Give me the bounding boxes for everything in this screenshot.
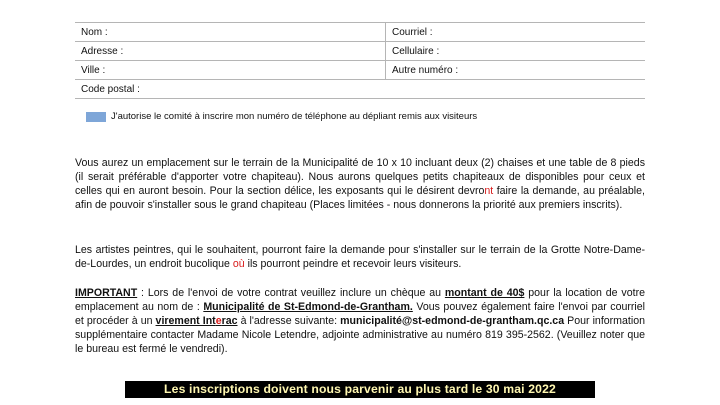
red-highlight: e bbox=[215, 315, 222, 327]
paragraph-text: à l'adresse suivante: bbox=[237, 315, 341, 327]
form-field-nom[interactable]: Nom : bbox=[75, 23, 386, 42]
form-field-courriel[interactable]: Courriel : bbox=[386, 23, 646, 42]
consent-row bbox=[86, 111, 477, 122]
paragraph-text: ils pourront peindre et recevoir leurs visiteurs. bbox=[244, 258, 462, 270]
paragraph-text: faire la demande, au préalable, afin de pouvoir s'installer sous le grand chapiteau (Places limitées - nous donnerons la priorité aux premiers inscrits). bbox=[75, 185, 645, 211]
paragraph-artistes bbox=[75, 243, 645, 271]
consent-label: J'autorise le comité à inscrire mon numéro de téléphone au dépliant remis aux visiteurs bbox=[111, 111, 478, 122]
email-text[interactable]: municipalité@st-edmond-de-grantham.qc.ca bbox=[340, 315, 565, 327]
paragraph-text: : Lors de l'envoi de votre contrat veuillez inclure un chèque au bbox=[137, 287, 445, 299]
red-highlight: où bbox=[232, 258, 245, 270]
paragraph-text: Vous pouvez également faire l'envoi par courriel et procéder à un bbox=[75, 301, 646, 327]
form-row bbox=[75, 61, 645, 80]
paragraph-emplacement bbox=[75, 156, 645, 212]
virement-part: virement Int bbox=[155, 315, 216, 327]
paragraph-important bbox=[75, 286, 645, 356]
paragraph-text: Pour information supplémentaire contacter Madame Nicole Letendre, adjointe administrative au numéro 819 395-2562. (Veuillez noter que le bureau est fermé le vendredi). bbox=[75, 315, 645, 355]
important-label: IMPORTANT bbox=[75, 287, 138, 299]
paragraph-text: pour la location de votre emplacement au nom de : bbox=[75, 287, 645, 313]
form-field-autre-numero[interactable]: Autre numéro : bbox=[386, 61, 646, 80]
payee-text: Municipalité de St-Edmond-de-Grantham. bbox=[203, 301, 413, 313]
form-row bbox=[75, 80, 645, 99]
virement-text bbox=[156, 315, 238, 327]
paragraph-text: Vous aurez un emplacement sur le terrain de la Municipalité de 10 x 10 incluant deux (2) chaises et une table de 8 pieds (il serait préférable d'apporter votre chapiteau). Nous aurons quelques petits chapiteaux de disponibles pour ceux et celles qui en auront besoin. Pour la section délice, les exposants qui le désirent devro bbox=[75, 157, 645, 197]
amount-text: montant de 40$ bbox=[444, 287, 525, 299]
registration-form bbox=[75, 22, 645, 99]
form-field-code-postal[interactable]: Code postal : bbox=[75, 80, 645, 99]
form-field-cellulaire[interactable]: Cellulaire : bbox=[386, 42, 646, 61]
form-field-adresse[interactable]: Adresse : bbox=[75, 42, 386, 61]
consent-checkbox[interactable] bbox=[86, 112, 106, 122]
form-field-ville[interactable]: Ville : bbox=[75, 61, 386, 80]
virement-part: rac bbox=[221, 315, 238, 327]
form-row bbox=[75, 23, 645, 42]
form-row bbox=[75, 42, 645, 61]
red-highlight: nt bbox=[484, 185, 494, 197]
paragraph-text: Les artistes peintres, qui le souhaitent, pourront faire la demande pour s'installer sur le terrain de la Grotte Notre-Dame-de-Lourdes, un endroit bucolique bbox=[75, 244, 645, 270]
deadline-banner: Les inscriptions doivent nous parvenir au plus tard le 30 mai 2022 bbox=[125, 381, 595, 398]
